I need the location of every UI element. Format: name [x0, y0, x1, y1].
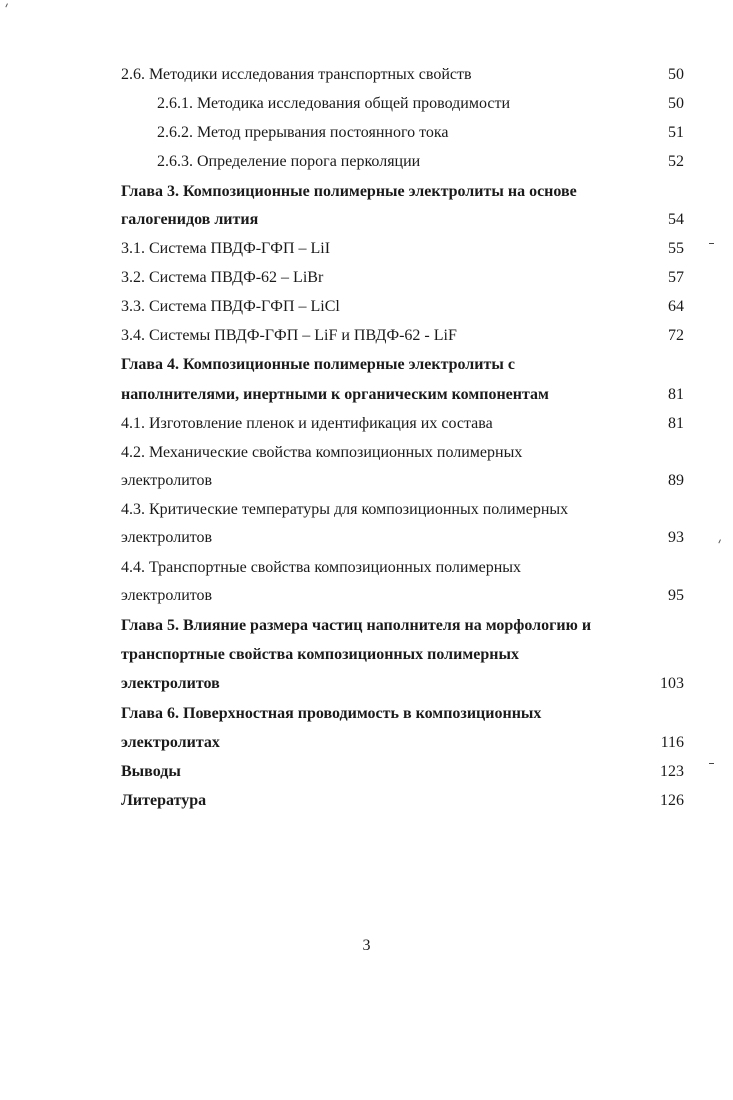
toc-entry — [0, 645, 733, 674]
toc-entry-page: 50 — [668, 95, 684, 112]
toc-entry — [0, 123, 733, 152]
toc-entry-page: 50 — [668, 66, 684, 83]
toc-entry — [0, 704, 733, 733]
toc-entry — [0, 239, 733, 268]
toc-entry — [0, 558, 733, 587]
toc-entry-title: электролитов — [121, 675, 220, 692]
toc-entry-title: галогенидов лития — [121, 211, 259, 228]
toc-entry-page: 52 — [668, 153, 684, 170]
toc-entry-title: 4.1. Изготовление пленок и идентификация их состава — [121, 415, 493, 432]
toc-entry-title: электролитах — [121, 734, 220, 751]
toc-entry — [0, 443, 733, 472]
toc-entry-page: 95 — [668, 587, 684, 604]
page-number: 3 — [362, 937, 371, 954]
toc-entry-title: 3.2. Система ПВДФ-62 – LiBr — [121, 269, 324, 286]
toc-entry — [0, 733, 733, 762]
toc-entry — [0, 65, 733, 94]
toc-entry-title: Глава 3. Композиционные полимерные электролиты на основе — [121, 183, 577, 200]
toc-entry — [0, 586, 733, 615]
toc-entry-page: 72 — [668, 327, 684, 344]
toc-entry-title: электролитов — [121, 587, 213, 604]
toc-entry — [0, 674, 733, 703]
toc-entry — [0, 182, 733, 211]
toc-entry-title: 2.6.1. Методика исследования общей проводимости — [157, 95, 511, 112]
toc-entry-page: 64 — [668, 298, 684, 315]
toc-entry-page: 55 — [668, 240, 684, 257]
toc-entry-title: Литература — [121, 792, 207, 809]
toc-entry-title: Глава 6. Поверхностная проводимость в композиционных — [121, 705, 542, 722]
toc-entry-title: Выводы — [121, 763, 181, 780]
toc-entry — [0, 528, 733, 557]
toc-entry-page: 89 — [668, 472, 684, 489]
toc-entry — [0, 471, 733, 500]
toc-entry-page: 81 — [668, 415, 684, 432]
toc-entry — [0, 297, 733, 326]
toc-entry-page: 51 — [668, 124, 684, 141]
toc-entry — [0, 616, 733, 645]
toc-entry — [0, 152, 733, 181]
scan-mark — [5, 3, 10, 8]
toc-entry — [0, 268, 733, 297]
toc-entry — [0, 414, 733, 443]
toc-entry — [0, 791, 733, 820]
toc-entry-title: наполнителями, инертными к органическим компонентам — [121, 386, 549, 403]
toc-entry-title: 3.3. Система ПВДФ-ГФП – LiCl — [121, 298, 340, 315]
toc-entry-page: 103 — [660, 675, 684, 692]
toc-entry-title: электролитов — [121, 472, 213, 489]
toc-entry-title: Глава 5. Влияние размера частиц наполнителя на морфологию и — [121, 617, 592, 634]
toc-entry-title: 2.6.3. Определение порога перколяции — [157, 153, 421, 170]
toc-entry-title: транспортные свойства композиционных полимерных — [121, 646, 519, 663]
toc-entry — [0, 210, 733, 239]
toc-entry-title: 4.2. Механические свойства композиционных полимерных — [121, 444, 523, 461]
toc-entry-title: 3.4. Системы ПВДФ-ГФП – LiF и ПВДФ-62 - LiF — [121, 327, 457, 344]
toc-entry-title: Глава 4. Композиционные полимерные электролиты с — [121, 356, 515, 373]
toc-entry-page: 126 — [660, 792, 684, 809]
toc-entry — [0, 762, 733, 791]
toc-entry-title: электролитов — [121, 529, 213, 546]
toc-entry-page: 123 — [660, 763, 684, 780]
scan-mark — [709, 763, 714, 764]
toc-entry-page: 57 — [668, 269, 684, 286]
toc-entry — [0, 94, 733, 123]
toc-entry-title: 2.6. Методики исследования транспортных свойств — [121, 66, 472, 83]
toc-entry-title: 3.1. Система ПВДФ-ГФП – LiI — [121, 240, 331, 257]
toc-entry — [0, 326, 733, 355]
toc-entry-page: 93 — [668, 529, 684, 546]
toc-entry-page: 116 — [660, 734, 684, 751]
toc-entry-title: 4.4. Транспортные свойства композиционных полимерных — [121, 559, 521, 576]
toc-entry-page: 81 — [668, 386, 684, 403]
toc-entry-title: 4.3. Критические температуры для композиционных полимерных — [121, 501, 569, 518]
toc-entry — [0, 385, 733, 414]
toc-entry-page: 54 — [668, 211, 684, 228]
toc-entry — [0, 355, 733, 384]
toc-entry-title: 2.6.2. Метод прерывания постоянного тока — [157, 124, 449, 141]
toc-entry — [0, 500, 733, 529]
scan-mark — [709, 243, 714, 244]
